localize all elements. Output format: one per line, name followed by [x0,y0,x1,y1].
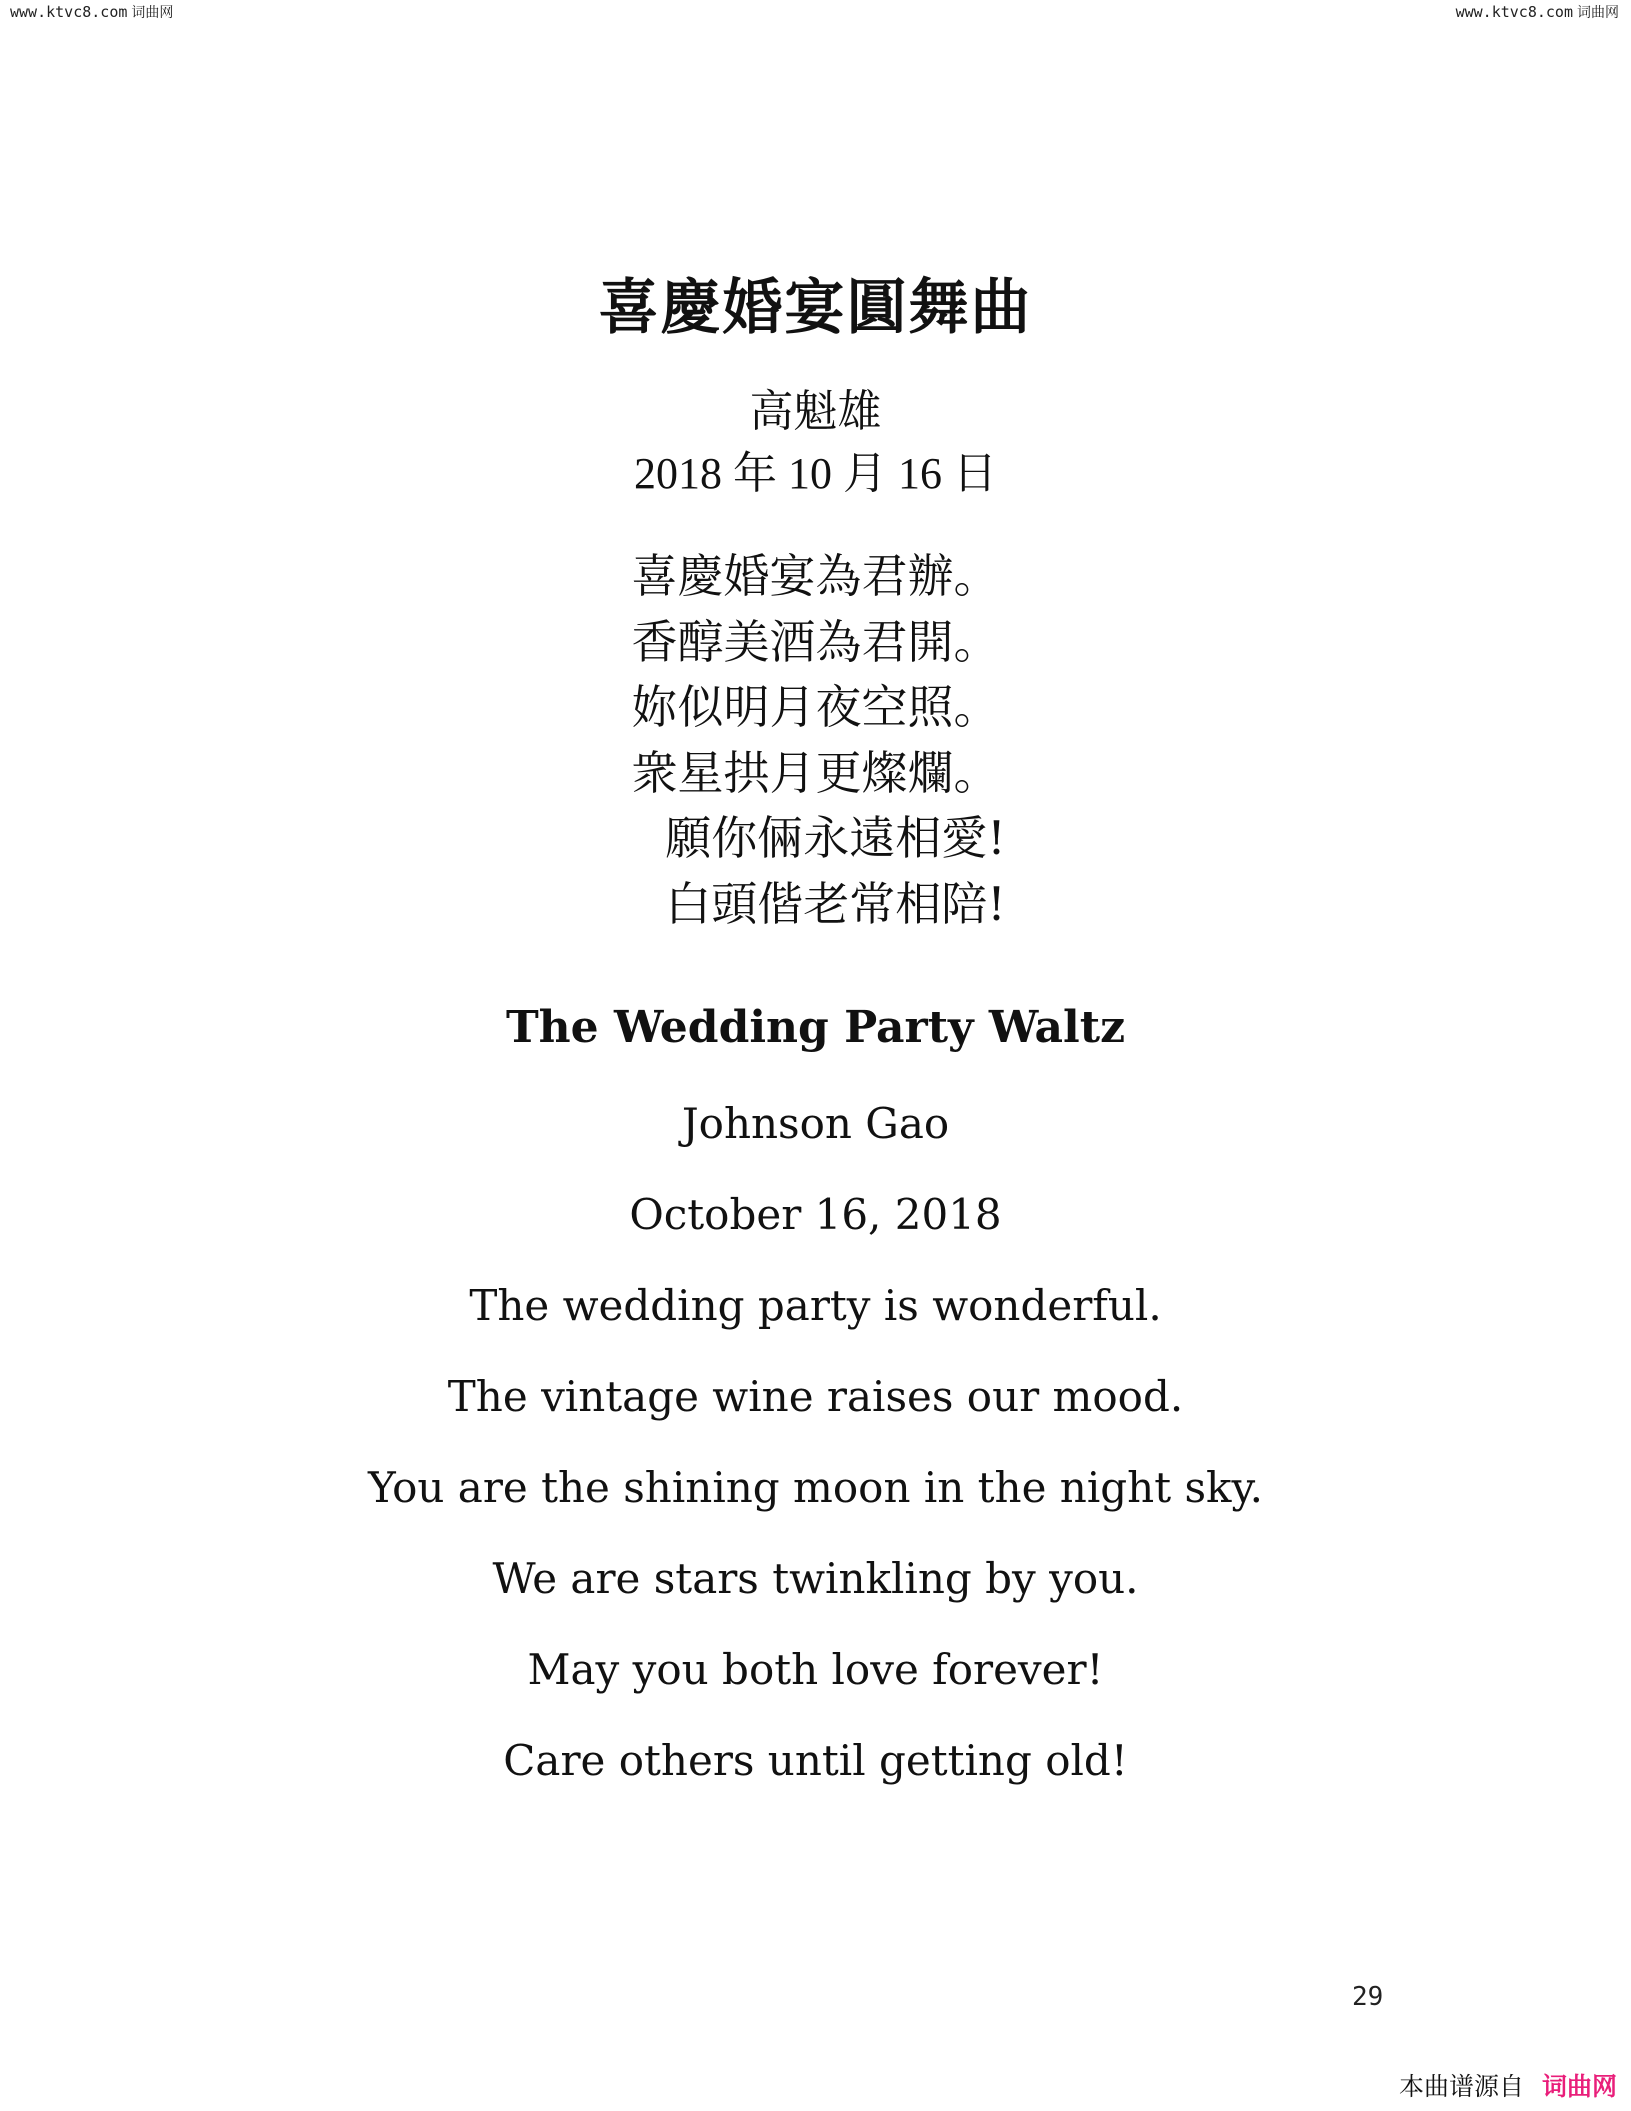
watermark-url: www.ktvc8.com [10,3,128,21]
chinese-author: 高魁雄 [749,386,882,437]
footer-brand-logo: 词曲网 [1541,2072,1617,2101]
watermark-url: www.ktvc8.com [1455,3,1573,21]
watermark-top-right [1456,2,1619,22]
english-poem-line: The vintage wine raises our mood. [447,1372,1184,1421]
english-poem [0,1278,1631,1824]
footer-source-label: 本曲谱源自 [1398,2072,1524,2101]
english-date: October 16, 2018 [629,1190,1002,1239]
chinese-date: 2018 年 10 月 16 日 [634,449,997,498]
chinese-poem-line: 願你倆永遠相愛! [665,811,1006,865]
page-number: 29 [1352,1982,1384,2012]
chinese-poem-line: 白頭偕老常相陪! [665,876,1006,931]
english-poem-line: The wedding party is wonderful. [469,1281,1162,1330]
english-author: Johnson Gao [681,1099,950,1148]
english-poem-line: You are the shining moon in the night sky. [368,1463,1263,1512]
chinese-title: 喜慶婚宴圓舞曲 [598,273,1033,343]
chinese-poem [0,544,1631,937]
chinese-poem-line: 妳似明月夜空照。 [631,680,1000,734]
english-poem-line: We are stars twinkling by you. [492,1554,1139,1603]
english-poem-line: May you both love forever! [527,1645,1104,1694]
english-poem-line: Care others until getting old! [503,1736,1128,1785]
watermark-site-name: 词曲网 [1577,5,1619,21]
watermark-site-name: 词曲网 [131,5,174,21]
chinese-poem-line: 喜慶婚宴為君辦。 [631,549,1000,603]
footer-source-credit [1399,2067,1617,2103]
english-title: The Wedding Party Waltz [505,1002,1126,1053]
chinese-poem-line: 香醇美酒為君開。 [631,614,1000,669]
watermark-top-left [10,2,173,22]
chinese-poem-line: 衆星拱月更燦爛。 [631,745,1000,800]
